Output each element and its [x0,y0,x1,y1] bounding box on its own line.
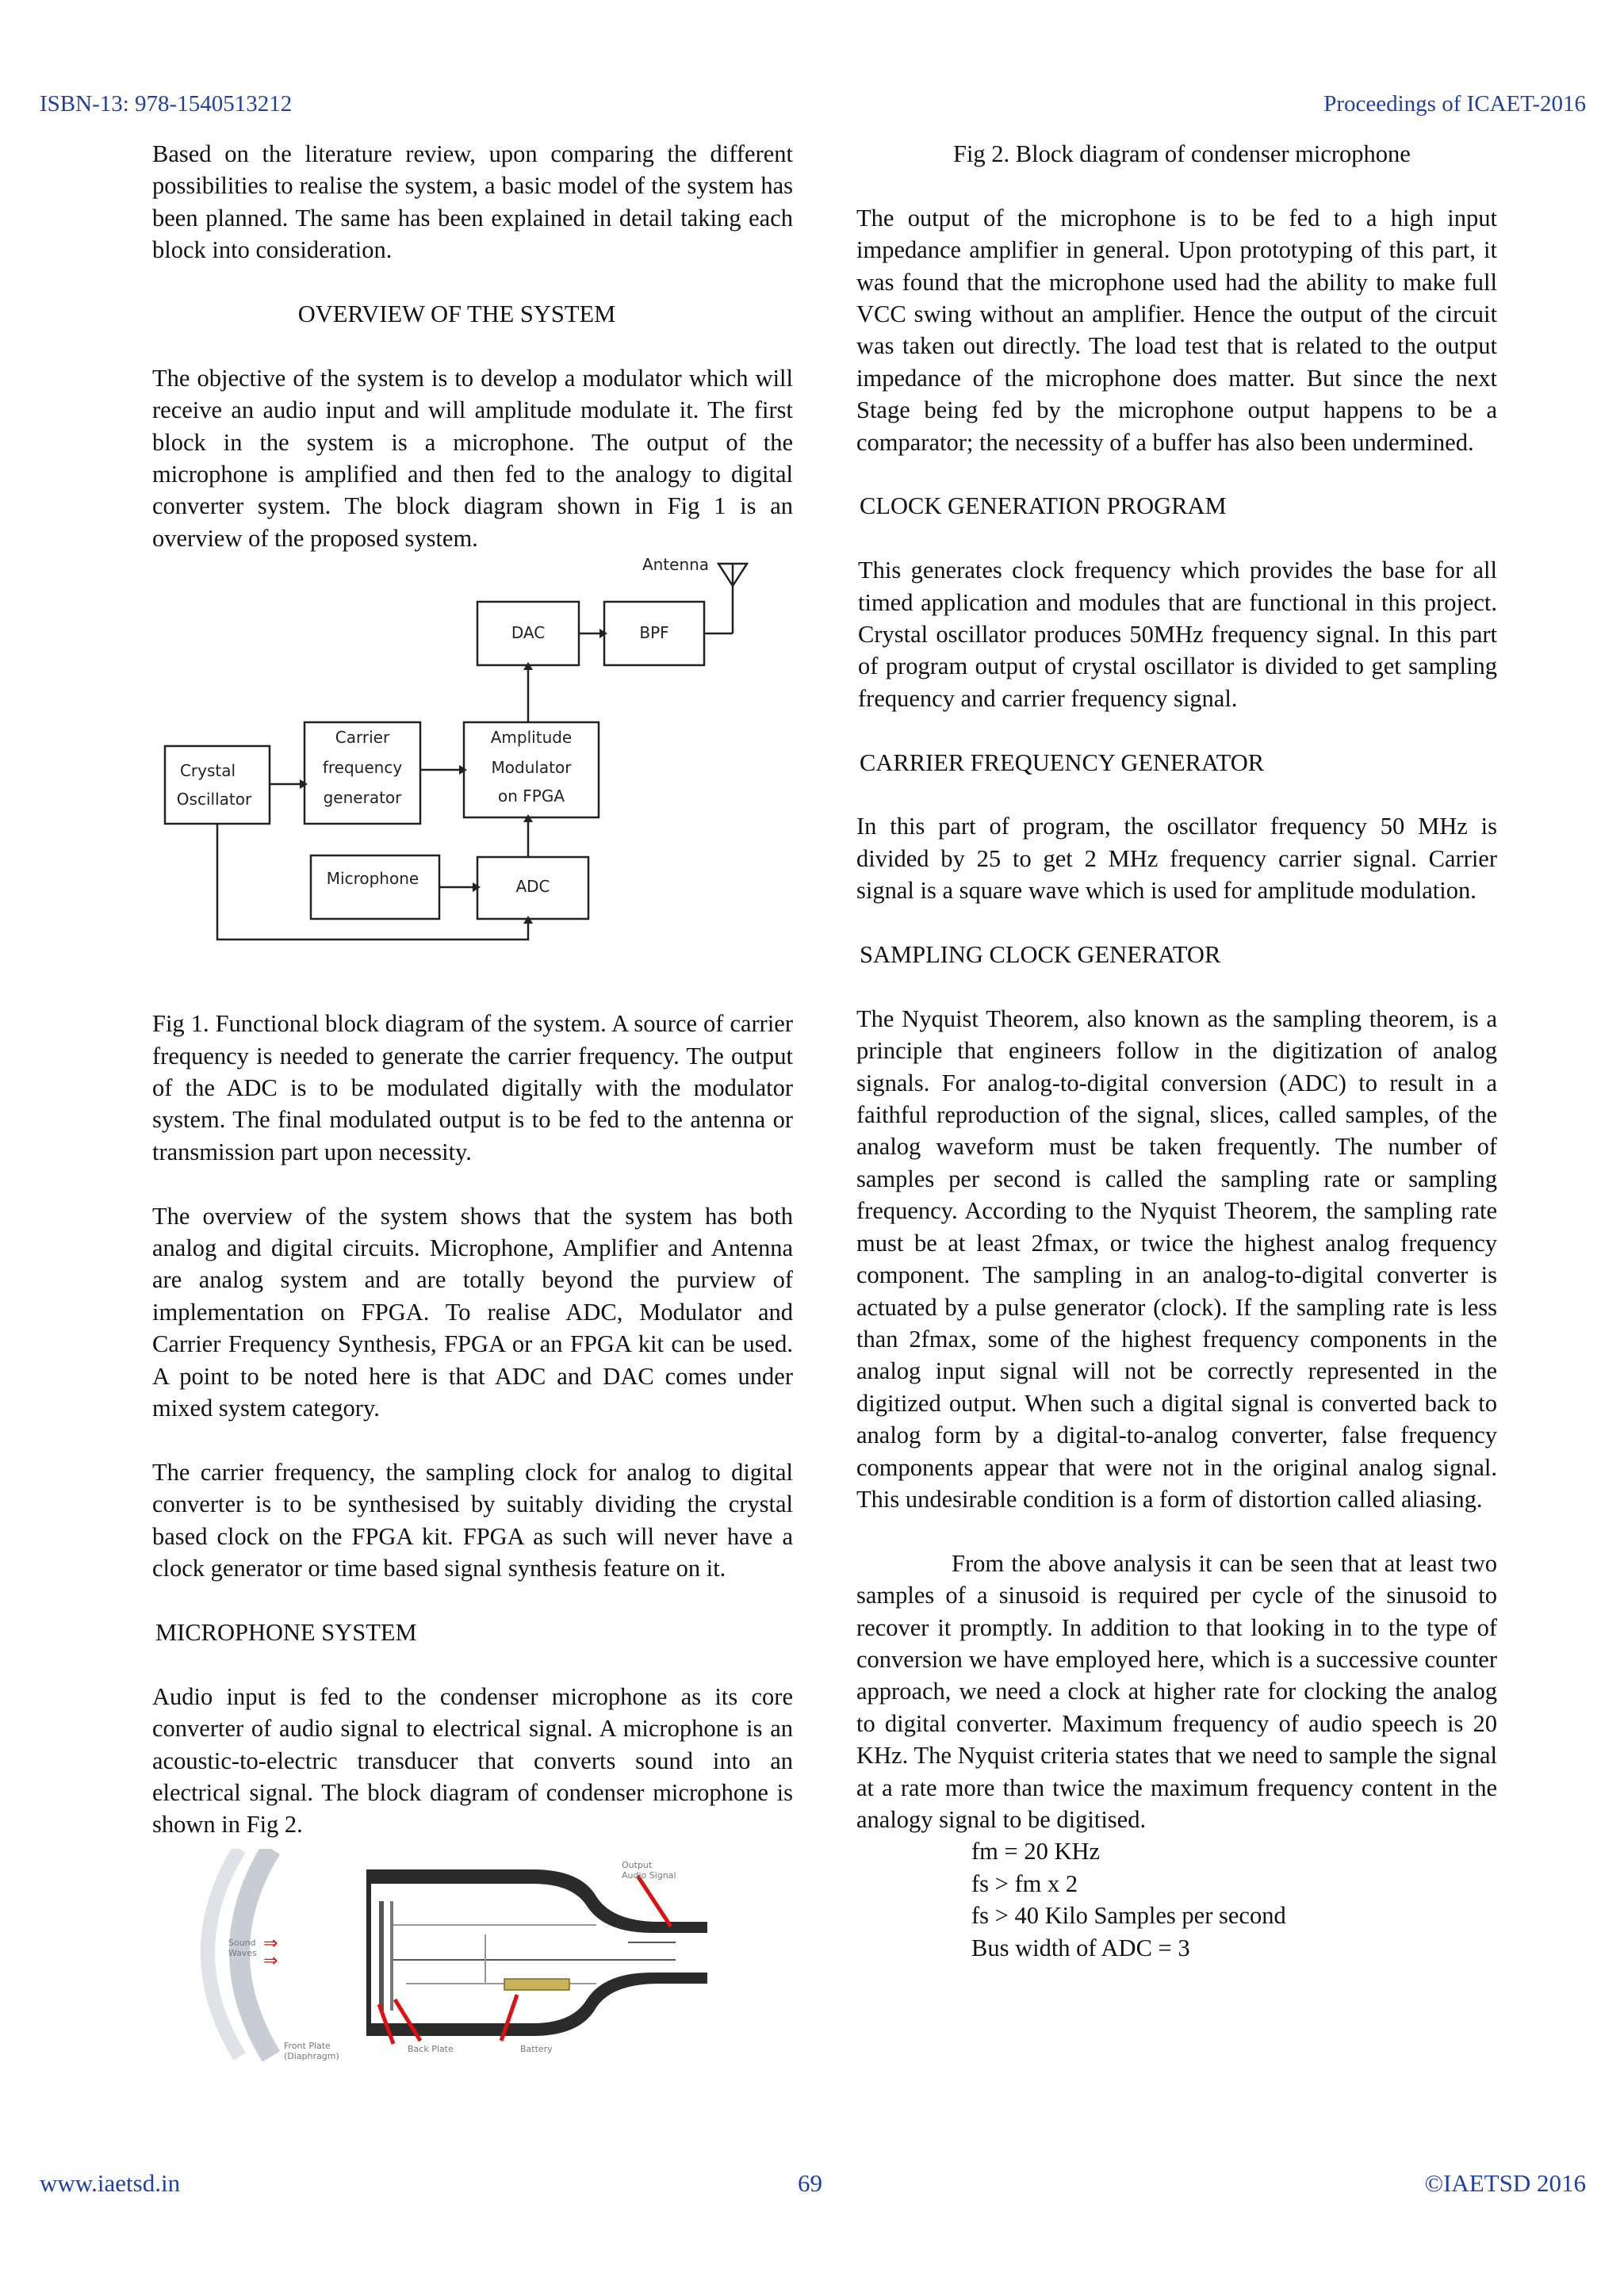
sampling-paragraph-1: The Nyquist Theorem, also known as the sampling theorem, is a principle that engineers follow in the digitization of analog signals. For analog-to-digital conversion (ADC) to result in a faithful reproduction of the signal, slices, called samples, of the analog waveform must be taken frequently. The number of samples per second is called the sampling rate or sampling frequency. According to the Nyquist Theorem, the sampling rate must be at least 2fmax, or twice the highest analog frequency component. The sampling in an analog-to-digital converter is actuated by a pulse generator (clock). If the sampling rate is less than 2fmax, some of the highest frequency components in the analog input signal will not be correctly represented in the digitized output. When such a digital signal is converted back to analog form by a digital-to-analog converter, false frequency components appear that were not in the original analog signal. This undesirable condition is a form of distortion called aliasing. [856,1004,1497,1513]
figure-1-caption: Fig 1. Functional block diagram of the system. A source of carrier frequency is needed to generate the carrier frequency. The output of the ADC is to be modulated digitally with the modulator system. The final modulated output is to be fed to the antenna or transmission part upon necessity. [152,1010,793,1165]
figure-2-condenser-microphone [152,1849,793,2063]
equation-fs-value: fs > 40 Kilo Samples per second [971,1902,1286,1930]
figure-1-block-diagram [152,554,793,1008]
footer-page-number: 69 [798,2169,822,2197]
front-plate-label-2: (Diaphragm) [284,2050,339,2061]
footer-website: www.iaetsd.in [40,2169,181,2197]
am-label-1: Amplitude [490,728,573,748]
dac-label: DAC [511,623,546,643]
figure-2-svg [152,1849,793,2063]
sampling-clock-heading: SAMPLING CLOCK GENERATOR [860,941,1221,969]
equation-fm: fm = 20 KHz [971,1838,1101,1866]
crystal-label-2: Oscillator [176,790,252,809]
adc-label: ADC [515,877,550,897]
clock-generation-heading: CLOCK GENERATION PROGRAM [860,492,1227,520]
microphone-label: Microphone [326,869,419,889]
carrier-frequency-heading: CARRIER FREQUENCY GENERATOR [860,748,1265,776]
crystal-label-1: Crystal [179,761,236,781]
overview-paragraph-3: The carrier frequency, the sampling clock for analog to digital converter is to be synthesised by suitably dividing the crystal based clock on the FPGA kit. FPGA as such will never have a clock generator or time based signal synthesis feature on it. [152,1458,793,1582]
header-isbn: ISBN-13: 978-1540513212 [40,91,293,117]
carrier-label-1: Carrier [335,728,390,748]
back-plate-label: Back Plate [408,2043,454,2054]
equation-fs-condition: fs > fm x 2 [971,1869,1078,1897]
svg-text:⇒: ⇒ [263,1933,278,1954]
carrier-label-3: generator [323,788,402,808]
svg-text:⇒: ⇒ [263,1950,278,1971]
overview-paragraph-1: The objective of the system is to develop a modulator which will receive an audio input and will amplitude modulate it. The first block in the system is a microphone. The output of the microphone is amplified and then fed to the analogy to digital converter system. The block diagram shown in Fig 1 is an overview of the proposed system. [152,364,793,552]
microphone-paragraph-2: The output of the microphone is to be fed to a high input impedance amplifier in general. Upon prototyping of this part, it was found that the microphone used had the ability to make full VCC swing without an amplifier. Hence the output of the circuit was taken out directly. The load test that is related to the output impedance of the microphone does matter. But since the next Stage being fed by the microphone output happens to be a comparator; the necessity of a buffer has also been undermined. [856,204,1497,456]
intro-paragraph: Based on the literature review, upon comparing the different possibilities to realise the system, a basic model of the system has been planned. The same has been explained in detail taking each block into consideration. [152,140,793,264]
crystal-box [165,746,270,824]
equation-bus-width: Bus width of ADC = 3 [971,1934,1190,1961]
am-label-2: Modulator [491,758,572,778]
battery-label: Battery [520,2043,553,2054]
figure-1-svg [152,554,793,1008]
antenna-label: Antenna [642,555,710,575]
am-label-3: on FPGA [497,786,565,806]
right-column [856,138,1497,1964]
microphone-heading: MICROPHONE SYSTEM [155,1618,417,1646]
sound-label-2: Waves [228,1947,257,1958]
microphone-paragraph-1: Audio input is fed to the condenser microphone as its core converter of audio signal to electrical signal. A microphone is an acoustic-to-electric transducer that converts sound into an electrical signal. The block diagram of condenser microphone is shown in Fig 2. [152,1682,793,1839]
overview-heading: OVERVIEW OF THE SYSTEM [297,300,616,328]
clock-generation-paragraph: This generates clock frequency which provides the base for all timed application and modules that are functional in this project. Crystal oscillator produces 50MHz frequency signal. In this part of program output of crystal oscillator is divided to get sampling frequency and carrier frequency signal. [858,557,1497,712]
carrier-frequency-paragraph: In this part of program, the oscillator frequency 50 MHz is divided by 25 to get 2 MHz frequency carrier signal. Carrier signal is a square wave which is used for amplitude modulation. [856,813,1497,905]
front-plate-label-1: Front Plate [284,2040,331,2051]
output-label-1: Output [622,1859,653,1870]
battery-icon [504,1979,569,1990]
sampling-paragraph-2: From the above analysis it can be seen that at least two samples of a sinusoid is required per cycle of the sinusoid to recover it promptly. In addition to that looking in to the type of conversion we have employed here, which is a successive counter approach, we need a clock at higher rate for clocking the analog to digital converter. Maximum frequency of audio speech is 20 KHz. The Nyquist criteria states that we need to sample the signal at a rate more than twice the maximum frequency content in the analogy signal to be digitised. [856,1549,1497,1833]
sound-label-1: Sound [228,1937,256,1948]
header-proceedings: Proceedings of ICAET-2016 [1323,91,1586,117]
output-label-2: Audio Signal [622,1869,676,1881]
carrier-label-2: frequency [322,758,403,778]
bpf-label: BPF [639,623,669,643]
figure-2-caption: Fig 2. Block diagram of condenser microphone [953,140,1411,167]
overview-paragraph-2: The overview of the system shows that the system has both analog and digital circuits. Microphone, Amplifier and Antenna are analog system and are totally beyond the purview of implementation on FPGA. To realise ADC, Modulator and Carrier Frequency Synthesis, FPGA or an FPGA kit can be used. A point to be noted here is that ADC and DAC comes under mixed system category. [152,1202,793,1422]
left-column [152,138,793,2063]
footer-copyright: ©IAETSD 2016 [1424,2169,1586,2197]
